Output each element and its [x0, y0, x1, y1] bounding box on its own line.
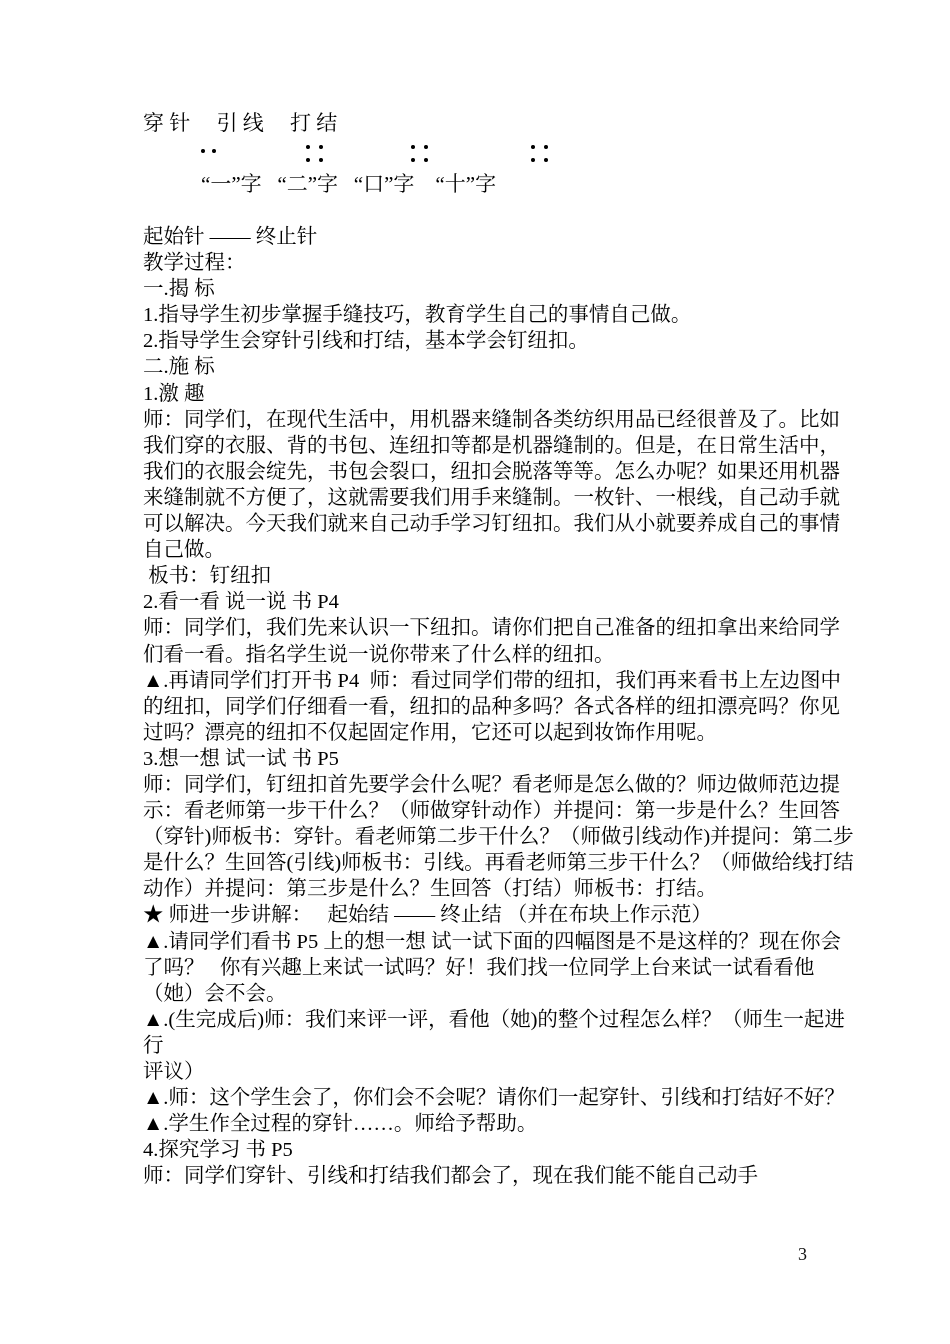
- lesson-plan-body: [143, 224, 855, 1189]
- dot-marker-row: [143, 139, 843, 169]
- sewing-steps-line: 穿 针 引 线 打 结: [143, 111, 338, 135]
- body-line: ▲.学生作全过程的穿针……。师给予帮助。: [143, 1113, 538, 1136]
- body-line: 板书：钉纽扣: [143, 565, 272, 588]
- heading-diagram: [143, 108, 843, 200]
- body-line: 起始针 —— 终止针: [143, 226, 318, 248]
- body-line: 一.揭 标: [143, 278, 215, 301]
- body-line: 师：同学们穿针、引线和打结我们都会了，现在我们能不能自己动手: [143, 1165, 758, 1188]
- body-paragraph: 师：同学们，钉纽扣首先要学会什么呢？看老师是怎么做的？师边做师范边提示：看老师第一步干什么？（师做穿针动作）并提问：第一步是什么？生回答（穿针)师板书：穿针。看老师第二步干什么？（师做引线动作)并提问：第二步是什么？生回答(引线)师板书：引线。再看老师第三步干什么？（师做给线打结动作）并提问：第三步是什么？生回答（打结）师板书：打结。: [143, 773, 854, 901]
- body-line: 4.探究学习 书 P5: [143, 1139, 293, 1162]
- body-line: 1.激 趣: [143, 382, 205, 405]
- body-paragraph: ▲.师：这个学生会了，你们会不会呢？请你们一起穿针、引线和打结好不好？: [143, 1087, 845, 1110]
- body-paragraph: 师：同学们，我们先来认识一下纽扣。请你们把自己准备的纽扣拿出来给同学们看一看。指名学生说一说你带来了什么样的纽扣。: [143, 617, 840, 666]
- body-line: 教学过程：: [143, 252, 246, 275]
- body-paragraph: 师：同学们，在现代生活中，用机器来缝制各类纺织用品已经很普及了。比如我们穿的衣服、背的书包、连纽扣等都是机器缝制的。但是，在日常生活中，我们的衣服会绽先，书包会裂口，纽扣会脱落等等。怎么办呢？如果还用机器来缝制就不方便了，这就需要我们用手来缝制。一枚针、一根线，自己动手就可以解决。今天我们就来自己动手学习钉纽扣。我们从小就要养成自己的事情自己做。: [143, 408, 840, 562]
- body-line: 2.看一看 说一说 书 P4: [143, 591, 339, 614]
- stitch-pattern-labels: “一”字 “二”字 “口”字 “十”字: [201, 172, 497, 196]
- body-line: 3.想一想 试一试 书 P5: [143, 747, 339, 770]
- body-paragraph: ▲.请同学们看书 P5 上的想一想 试一试下面的四幅图是不是这样的？现在你会了吗？ 你有兴趣上来试一试吗？好！我们找一位同学上台来试一试看看他（她）会不会。: [143, 930, 841, 1005]
- body-line: 评议）: [143, 1061, 205, 1083]
- body-line: 2.指导学生会穿针引线和打结，基本学会钉纽扣。: [143, 330, 589, 353]
- four-dot-marker: [306, 145, 332, 167]
- body-line: 二.施 标: [143, 356, 215, 379]
- two-dot-marker: [201, 145, 227, 157]
- four-dot-marker: [531, 145, 557, 167]
- four-dot-marker: [411, 145, 437, 167]
- body-line: 1.指导学生初步掌握手缝技巧，教育学生自己的事情自己做。: [143, 304, 692, 327]
- body-line: ★ 师进一步讲解： 起始结 —— 终止结 （并在布块上作示范）: [143, 904, 712, 927]
- body-paragraph: ▲.(生完成后)师：我们来评一评，看他（她)的整个过程怎么样？（师生一起进行: [143, 1008, 845, 1057]
- body-paragraph: ▲.再请同学们打开书 P4 师：看过同学们带的纽扣，我们再来看书上左边图中的纽扣，同学们仔细看一看，纽扣的品种多吗？各式各样的纽扣漂亮吗？你见过吗？漂亮的纽扣不仅起固定作用，它还可以起到妆饰作用呢。: [143, 669, 841, 744]
- page-number: 3: [798, 1244, 807, 1264]
